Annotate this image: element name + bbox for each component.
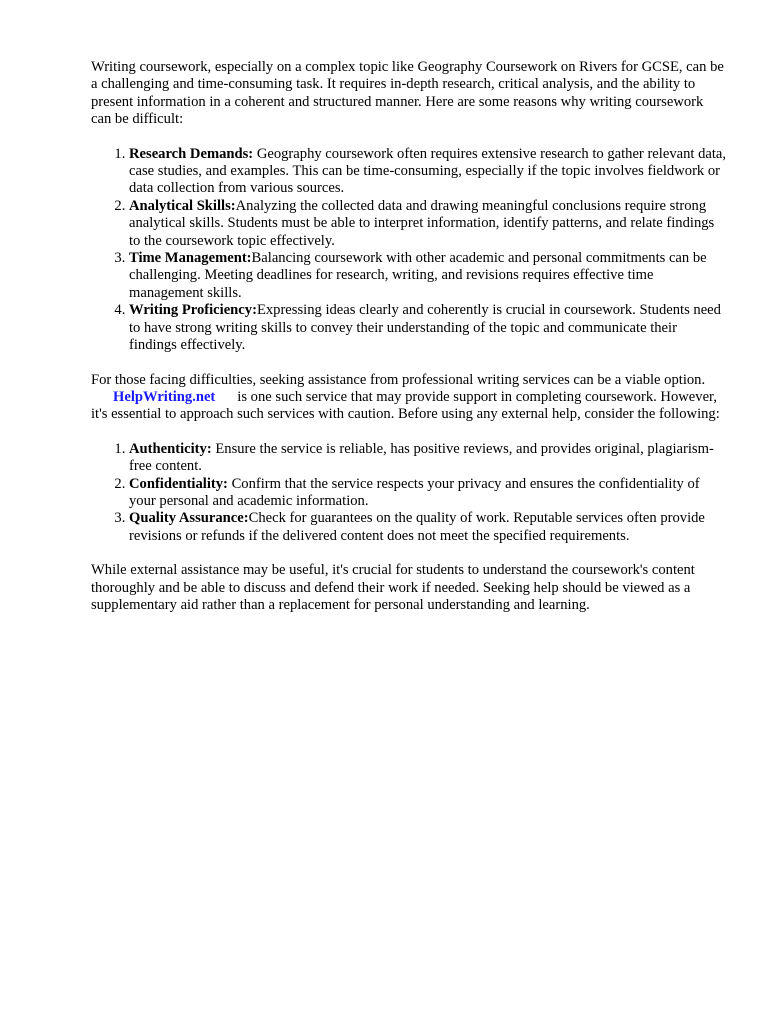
list-item-text: Analyzing the collected data and drawing meaningful conclusions require strong analytical skills. Students must be able to interpret information, identify patterns, and relate findings to the coursework topic effectively.	[129, 197, 715, 249]
difficulties-list	[91, 146, 727, 355]
list-item-text: Ensure the service is reliable, has positive reviews, and provides original, plagiarism-free content.	[129, 440, 714, 475]
list-item-text: Check for guarantees on the quality of work. Reputable services often provide revisions or refunds if the delivered content does not meet the specified requirements.	[129, 510, 705, 544]
assistance-paragraph	[91, 372, 727, 424]
list-item-text: Confirm that the service respects your privacy and ensures the confidentiality of your personal and academic information.	[129, 475, 700, 509]
list-item-term: Research Demands:	[129, 145, 254, 162]
list-item-term: Writing Proficiency:	[129, 302, 257, 319]
list-item-writing-proficiency	[129, 302, 727, 354]
list-item-quality-assurance	[129, 510, 727, 545]
list-item-authenticity	[129, 441, 727, 476]
list-item-term: Time Management:	[129, 250, 252, 267]
list-item-text: Geography coursework often requires extensive research to gather relevant data, case studies, and examples. This can be time-consuming, especially if the topic involves fieldwork or data collection from various sources.	[129, 145, 727, 197]
conclusion-paragraph: While external assistance may be useful, it's crucial for students to understand the coursework's content thoroughly and be able to discuss and defend their work if needed. Seeking help should be viewed as a supplementary aid rather than a replacement for personal understanding and learning.	[91, 562, 695, 613]
list-item-term: Analytical Skills:	[129, 197, 236, 214]
list-item-term: Confidentiality:	[129, 475, 228, 492]
list-item-time-management	[129, 250, 727, 302]
list-item-analytical-skills	[129, 198, 727, 250]
helpwriting-link[interactable]: HelpWriting.net	[113, 388, 216, 405]
list-item-term: Authenticity:	[129, 440, 212, 457]
assistance-text-after: is one such service that may provide support in completing coursework. However, it's essential to approach such services with caution. Before using any external help, consider the following:	[91, 388, 720, 423]
assistance-text-before: For those facing difficulties, seeking assistance from professional writing services can be a viable option.	[91, 371, 706, 388]
list-item-research-demands	[129, 146, 727, 198]
intro-paragraph: Writing coursework, especially on a complex topic like Geography Coursework on Rivers for GCSE, can be a challenging and time-consuming task. It requires in-depth research, critical analysis, and the ability to present information in a coherent and structured manner. Here are some reasons why writing coursework can be difficult:	[91, 59, 724, 128]
list-item-confidentiality	[129, 476, 727, 511]
considerations-list	[91, 441, 727, 545]
list-item-text: Expressing ideas clearly and coherently is crucial in coursework. Students need to have strong writing skills to convey their understanding of the topic and communicate their findings effectively.	[129, 302, 721, 354]
list-item-text: Balancing coursework with other academic and personal commitments can be challenging. Meeting deadlines for research, writing, and revisions requires effective time management skills.	[129, 250, 707, 301]
list-item-term: Quality Assurance:	[129, 510, 249, 527]
document-page	[91, 59, 727, 631]
